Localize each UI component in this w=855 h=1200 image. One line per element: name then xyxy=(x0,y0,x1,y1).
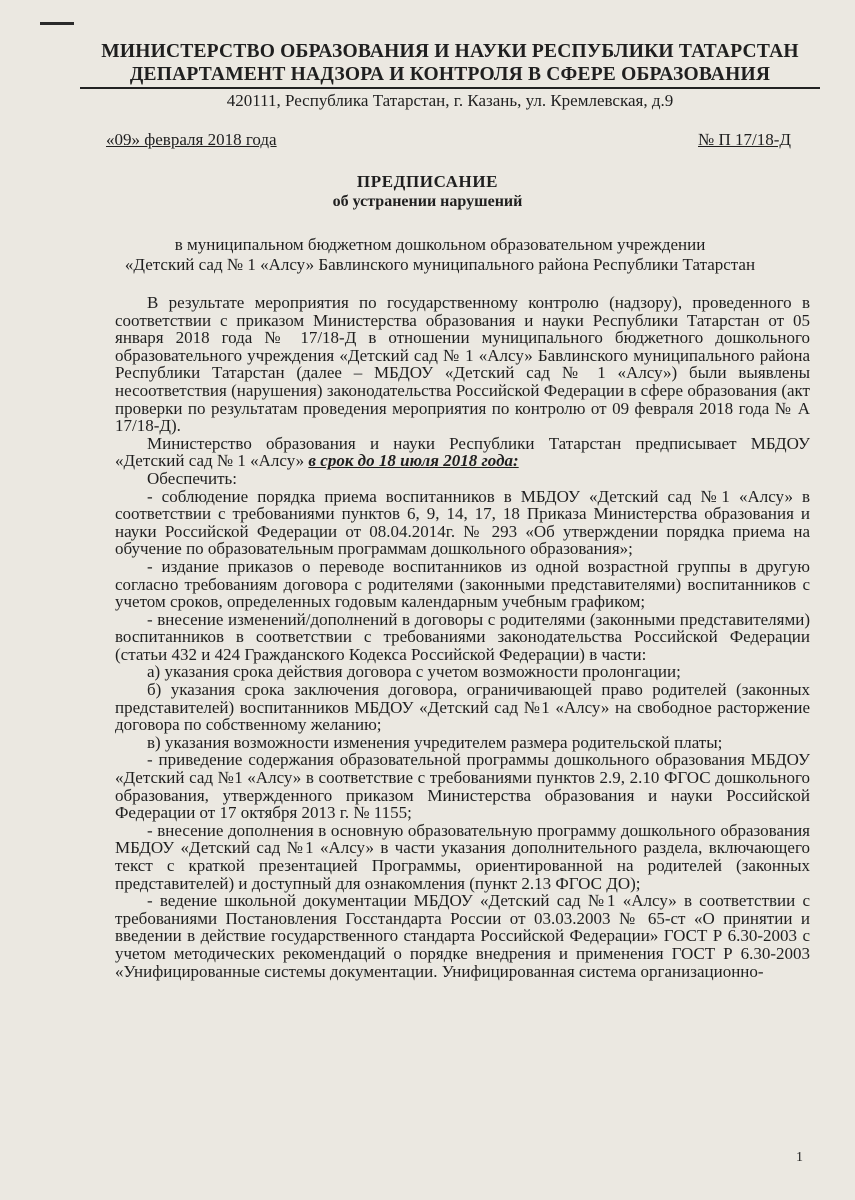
deadline: в срок до 18 июля 2018 года: xyxy=(308,451,519,471)
document-number: № П 17/18-Д xyxy=(698,130,791,149)
item-documentation: - ведение школьной документации МБДОУ «Детский сад №1 «Алсу» в соответствии с требованиями Постановления Госстандарта России от 03.03.2003 № 65-ст «О принятии и введении в действие государственного стандарта Российской Федерации» ГОСТ Р 6.30-2003 с учетом методических рекомендаций о порядке внедрения и применения ГОСТ Р 6.30-2003 «Унифицированные системы документации. Унифицированная система организационно- xyxy=(115,891,810,981)
item-program-addition: - внесение дополнения в основную образовательную программу дошкольного образования МБДОУ «Детский сад №1 «Алсу» в части указания дополнительного раздела, включающего текст с краткой презентацией Программы, ориентированной на родителей (законных представителей) и доступный для ознакомления (пункт 2.13 ФГОС ДО); xyxy=(115,820,810,893)
subitem-c: в) указания возможности изменения учредителем размера родительской платы; xyxy=(147,732,723,752)
scan-mark xyxy=(40,22,74,25)
letterhead-divider xyxy=(80,87,820,89)
paragraph-order xyxy=(115,435,810,470)
document-title-block xyxy=(0,172,855,212)
document-title: ПРЕДПИСАНИЕ xyxy=(356,172,499,191)
letterhead-address: 420111, Республика Татарстан, г. Казань, ул. Кремлевская, д.9 xyxy=(226,91,674,110)
subitem-a: а) указания срока действия договора с учетом возможности пролонгации; xyxy=(147,662,681,682)
document-subtitle: об устранении нарушений xyxy=(332,193,523,210)
letterhead xyxy=(80,40,820,111)
addressee-line-2: «Детский сад № 1 «Алсу» Бавлинского муниципального района Республики Татарстан xyxy=(124,255,756,274)
ministry-name: МИНИСТЕРСТВО ОБРАЗОВАНИЯ И НАУКИ РЕСПУБЛИКИ ТАТАРСТАН xyxy=(101,41,799,62)
addressee-line-1: в муниципальном бюджетном дошкольном образовательном учреждении xyxy=(174,235,706,254)
item-program-content: - приведение содержания образовательной программы дошкольного образования МБДОУ «Детский сад №1 «Алсу» в соответствие с требованиями пунктов 2.9, 2.10 ФГОС дошкольного образования, утвержденного приказом Министерства образования и науки Российской Федерации от 17 октября 2013 г. № 1155; xyxy=(115,750,810,823)
order-text: Министерство образования и науки Республики Татарстан предписывает МБДОУ «Детский сад № 1 «Алсу» xyxy=(115,433,810,471)
document-body xyxy=(115,294,810,980)
item-contract-changes: - внесение изменений/дополнений в договоры с родителями (законными представителями) воспитанников в соответствии с требованиями законодательства Российской Федерации (статьи 432 и 424 Гражданского Кодекса Российской Федерации) в части: xyxy=(115,609,810,664)
department-name: ДЕПАРТАМЕНТ НАДЗОРА И КОНТРОЛЯ В СФЕРЕ ОБРАЗОВАНИЯ xyxy=(129,64,771,85)
item-transfer-orders: - издание приказов о переводе воспитанников из одной возрастной группы в другую согласно требованиям договора с родителями (законными представителями) воспитанников с учетом сроков, определенных годовым календарным учебным графиком; xyxy=(115,556,810,612)
paragraph-ensure: Обеспечить: xyxy=(147,468,237,488)
document-date: «09» февраля 2018 года xyxy=(106,130,277,149)
item-admission-order: - соблюдение порядка приема воспитанников в МБДОУ «Детский сад №1 «Алсу» в соответствии с требованиями пунктов 6, 9, 14, 17, 18 Приказа Министерства образования и науки Российской Федерации от 08.04.2014г. № 293 «Об утверждении порядка приема на обучение по образовательным программам дошкольного образования»; xyxy=(115,486,810,559)
paragraph-inspection: В результате мероприятия по государственному контролю (надзору), проведенного в соответствии с приказом Министерства образования и науки Республики Татарстан от 05 января 2018 года № 17/18-Д в отношении муниципального бюджетного дошкольного образовательного учреждения «Детский сад № 1 «Алсу» Бавлинского муниципального района Республики Татарстан (далее – МБДОУ «Детский сад № 1 «Алсу») были выявлены несоответствия (нарушения) законодательства Российской Федерации в сфере образования (акт проверки по результатам проведения мероприятия по контролю от 09 февраля 2018 года № А 17/18-Д). xyxy=(115,293,810,436)
subitem-b: б) указания срока заключения договора, ограничивающей право родителей (законных представителей) воспитанников МБДОУ «Детский сад №1 «Алсу» на свободное расторжение договора по собственному желанию; xyxy=(115,680,810,735)
addressee-block xyxy=(90,235,790,275)
page-number: 1 xyxy=(796,1150,803,1165)
